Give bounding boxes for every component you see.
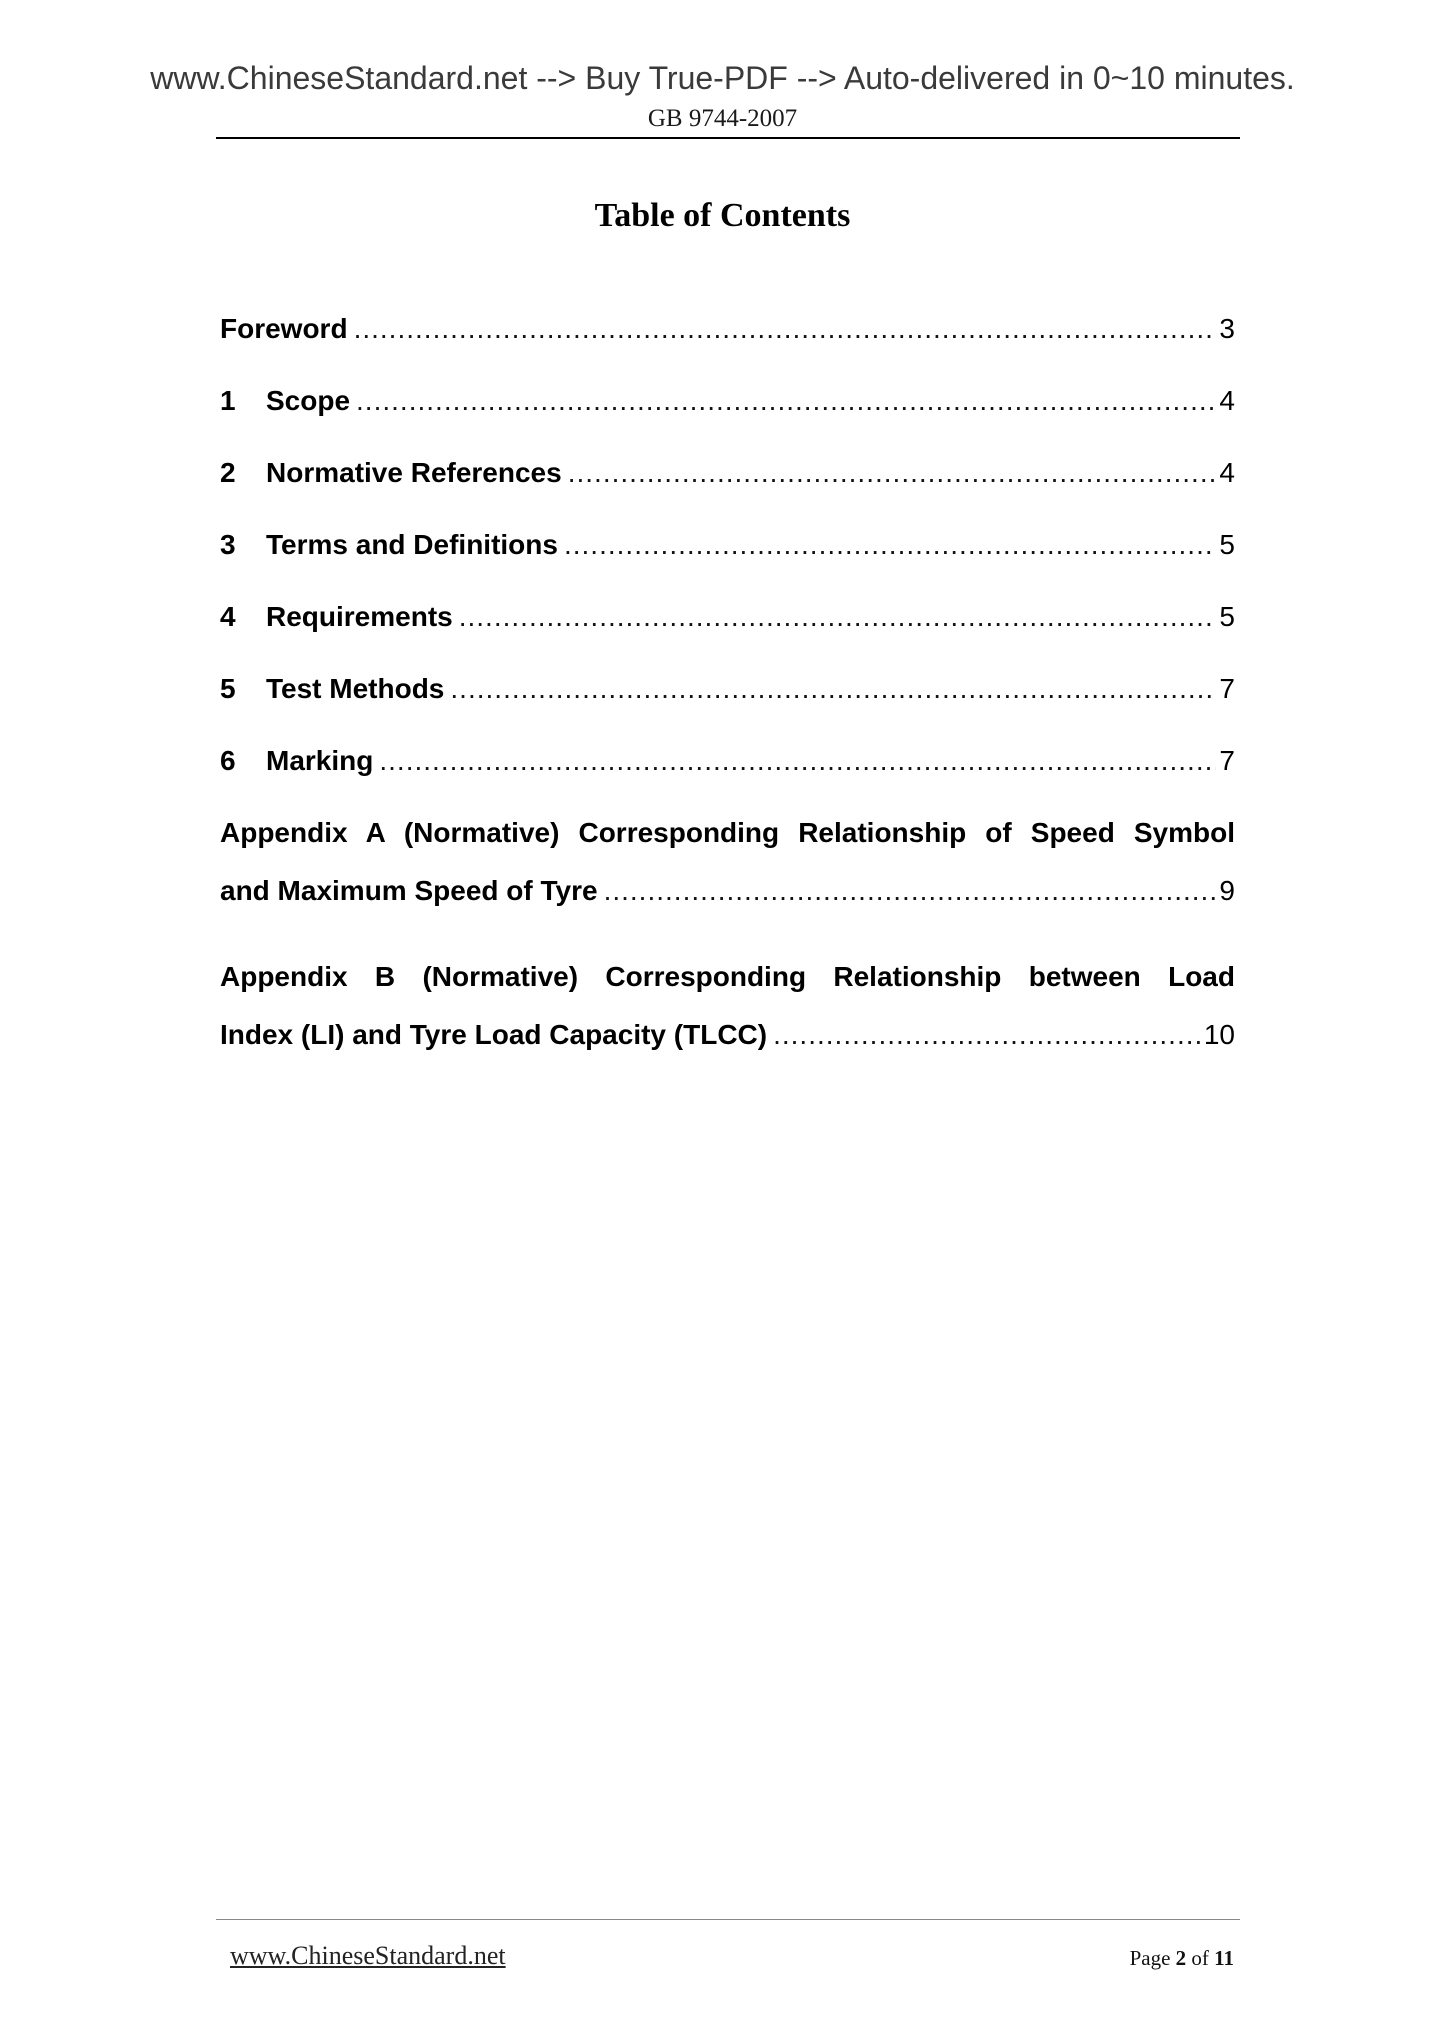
toc-entry-scope[interactable] xyxy=(220,382,1235,420)
toc-entry-page: 7 xyxy=(1219,673,1235,704)
toc-entry-page: 10 xyxy=(1203,1019,1235,1050)
toc-entry-marking[interactable] xyxy=(220,742,1235,780)
toc-entry-label-line1: Appendix B (Normative) Corresponding Relationship between Load xyxy=(220,961,1235,992)
page-current: 2 xyxy=(1175,1946,1187,1970)
toc-entry-page: 9 xyxy=(1219,875,1235,906)
toc-entry-number: 5 xyxy=(220,673,236,704)
toc-leader-dots xyxy=(773,1016,1201,1054)
toc-entry-line2 xyxy=(220,1016,1235,1054)
toc-entry-test-methods[interactable] xyxy=(220,670,1235,708)
toc-leader-dots xyxy=(450,670,1216,708)
toc-entry-line2 xyxy=(220,872,1235,910)
toc-entry-foreword[interactable] xyxy=(220,310,1235,348)
toc-entry-appendix-b[interactable] xyxy=(220,958,1235,1054)
toc-entry-label: Normative References xyxy=(266,457,562,488)
page-title: Table of Contents xyxy=(594,197,851,234)
toc-entry-label-line1: Appendix A (Normative) Corresponding Relationship of Speed Symbol xyxy=(220,817,1235,848)
toc-entry-number: 1 xyxy=(220,385,236,416)
document-code: GB 9744-2007 xyxy=(647,105,798,132)
footer-divider xyxy=(216,1919,1240,1920)
page-number xyxy=(1130,1944,1234,1972)
toc-entry-normative-references[interactable] xyxy=(220,454,1235,492)
toc-entry-page: 3 xyxy=(1219,313,1235,344)
toc-entry-label: Marking xyxy=(266,745,374,776)
toc-leader-dots xyxy=(379,742,1216,780)
toc-entry-label: Terms and Definitions xyxy=(266,529,558,560)
footer-site-link[interactable]: www.ChineseStandard.net xyxy=(230,1941,506,1970)
toc-entry-number: 6 xyxy=(220,745,236,776)
toc-entry-number: 3 xyxy=(220,529,236,560)
toc-leader-dots xyxy=(564,526,1216,564)
header-divider xyxy=(216,137,1240,139)
page-word: Page xyxy=(1129,1946,1171,1970)
page-of: of xyxy=(1191,1946,1209,1970)
toc-entry-requirements[interactable] xyxy=(220,598,1235,636)
toc-entry-page: 5 xyxy=(1219,529,1235,560)
header-banner[interactable]: www.ChineseStandard.net --> Buy True-PDF --> Auto-delivered in 0~10 minutes. xyxy=(150,60,1295,96)
toc-entry-appendix-a[interactable] xyxy=(220,814,1235,910)
toc-entry-label-line2: and Maximum Speed of Tyre xyxy=(220,875,598,906)
toc-leader-dots xyxy=(604,872,1217,910)
toc-leader-dots xyxy=(356,382,1216,420)
toc-entry-label: Scope xyxy=(266,385,351,416)
toc-entry-label: Requirements xyxy=(266,601,453,632)
toc-entry-label: Foreword xyxy=(220,313,348,344)
toc-entry-page: 7 xyxy=(1219,745,1235,776)
toc-entry-number: 2 xyxy=(220,457,236,488)
toc-leader-dots xyxy=(568,454,1217,492)
page-total: 11 xyxy=(1214,1946,1234,1970)
toc-entry-page: 4 xyxy=(1219,385,1235,416)
toc-entry-page: 5 xyxy=(1219,601,1235,632)
toc-leader-dots xyxy=(354,310,1217,348)
toc-entry-label: Test Methods xyxy=(266,673,445,704)
toc-entry-terms-and-definitions[interactable] xyxy=(220,526,1235,564)
toc-entry-page: 4 xyxy=(1219,457,1235,488)
toc-entry-label-line2: Index (LI) and Tyre Load Capacity (TLCC) xyxy=(220,1019,768,1050)
toc-leader-dots xyxy=(459,598,1217,636)
toc-entry-number: 4 xyxy=(220,601,236,632)
